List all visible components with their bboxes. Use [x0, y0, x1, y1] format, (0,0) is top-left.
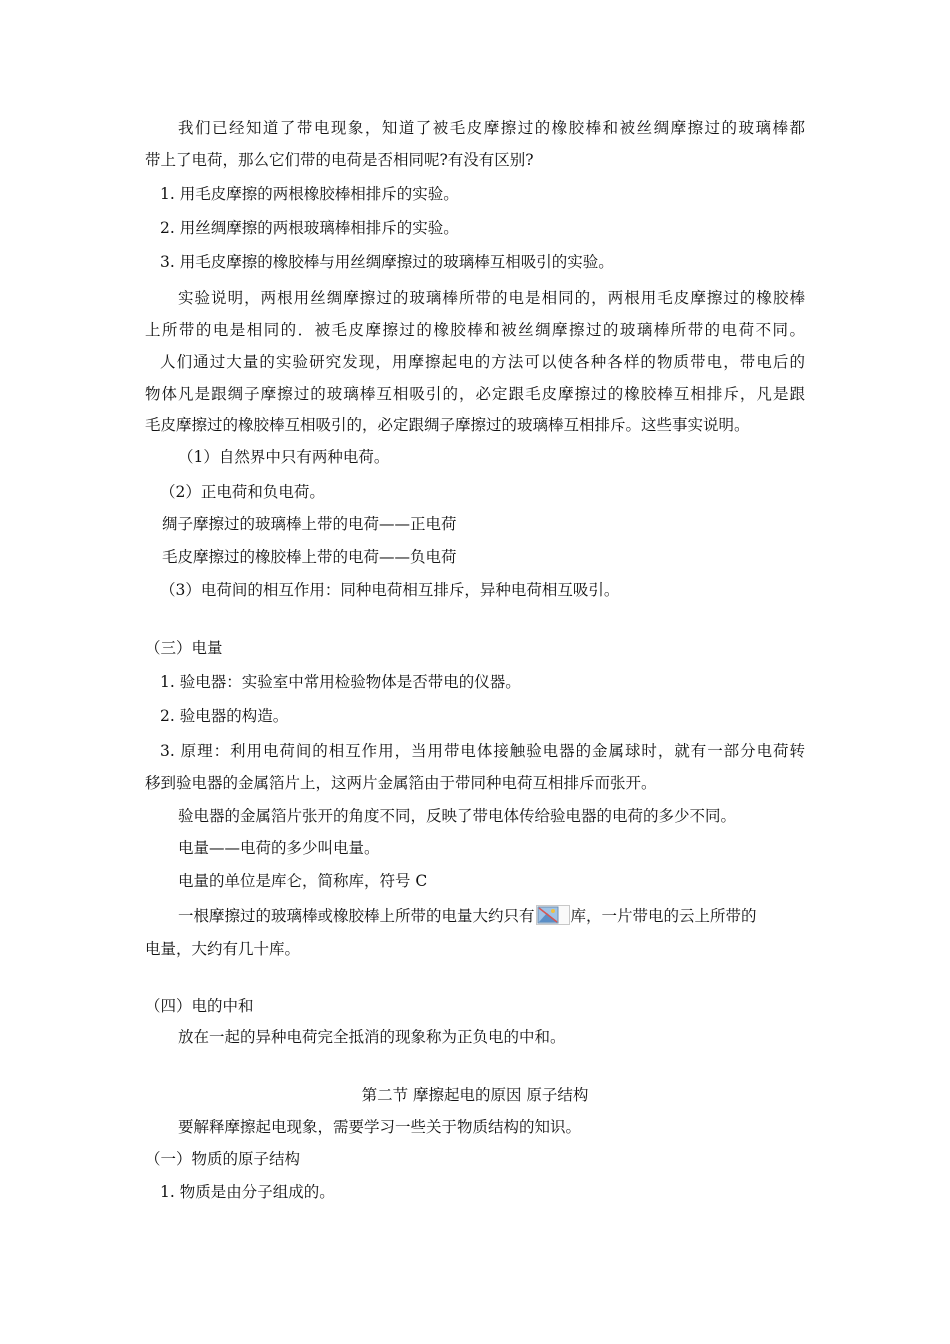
charge-amount-line-1 [178, 905, 757, 926]
paragraph-intro-line-1: 我们已经知道了带电现象，知道了被毛皮摩擦过的橡胶棒和被丝绸摩擦过的玻璃棒都 [178, 119, 805, 137]
experiment-item-1: 1. 用毛皮摩擦的两根橡胶棒相排斥的实验。 [160, 185, 459, 203]
chapter-heading: 第二节 摩擦起电的原因 原子结构 [361, 1086, 589, 1104]
section-heading-charge-quantity: （三）电量 [145, 639, 223, 657]
electroscope-item-2: 2. 验电器的构造。 [160, 707, 289, 725]
electroscope-item-3-line-2: 移到验电器的金属箔片上，这两片金属箔由于带同种电荷互相排斥而张开。 [145, 774, 657, 792]
charge-quantity-definition: 电量——电荷的多少叫电量。 [178, 839, 380, 857]
formula-image-icon [536, 905, 570, 925]
fact-3: （3）电荷间的相互作用：同种电荷相互排斥，异种电荷相互吸引。 [160, 581, 620, 599]
section-heading-atomic-structure: （一）物质的原子结构 [145, 1150, 301, 1168]
fact-1: （1）自然界中只有两种电荷。 [178, 448, 390, 466]
electroscope-item-1: 1. 验电器：实验室中常用检验物体是否带电的仪器。 [160, 673, 521, 691]
positive-charge-line: 绸子摩擦过的玻璃棒上带的电荷——正电荷 [162, 515, 457, 533]
experiment-item-3: 3. 用毛皮摩擦的橡胶棒与用丝绸摩擦过的玻璃棒互相吸引的实验。 [160, 253, 614, 271]
structure-intro: 要解释摩擦起电现象，需要学习一些关于物质结构的知识。 [178, 1118, 582, 1136]
electroscope-item-3-line-1: 3. 原理：利用电荷间的相互作用，当用带电体接触验电器的金属球时，就有一部分电荷转 [160, 742, 805, 760]
fact-2: （2）正电荷和负电荷。 [160, 483, 325, 501]
atomic-item-1: 1. 物质是由分子组成的。 [160, 1183, 335, 1201]
section-heading-neutralization: （四）电的中和 [145, 997, 254, 1015]
paragraph-intro-line-2: 带上了电荷，那么它们带的电荷是否相同呢?有没有区别? [145, 151, 534, 169]
negative-charge-line: 毛皮摩擦过的橡胶棒上带的电荷——负电荷 [162, 548, 457, 566]
research-line-2: 物体凡是跟绸子摩擦过的玻璃棒互相吸引的，必定跟毛皮摩擦过的橡胶棒互相排斥，凡是跟 [145, 385, 805, 403]
experiment-item-2: 2. 用丝绸摩擦的两根玻璃棒相排斥的实验。 [160, 219, 459, 237]
research-line-1: 人们通过大量的实验研究发现，用摩擦起电的方法可以使各种各样的物质带电，带电后的 [160, 353, 805, 371]
neutralization-definition: 放在一起的异种电荷完全抵消的现象称为正负电的中和。 [178, 1028, 566, 1046]
charge-amount-line-2: 电量，大约有几十库。 [145, 940, 301, 958]
charge-unit-line: 电量的单位是库仑，简称库，符号 C [178, 872, 428, 890]
research-line-3: 毛皮摩擦过的橡胶棒互相吸引的，必定跟绸子摩擦过的玻璃棒互相排斥。这些事实说明。 [145, 416, 750, 434]
explanation-line-1: 实验说明，两根用丝绸摩擦过的玻璃棒所带的电是相同的，两根用毛皮摩擦过的橡胶棒 [178, 289, 805, 307]
explanation-line-2: 上所带的电是相同的．被毛皮摩擦过的橡胶棒和被丝绸摩擦过的玻璃棒所带的电荷不同。 [145, 321, 805, 339]
foil-angle-line: 验电器的金属箔片张开的角度不同，反映了带电体传给验电器的电荷的多少不同。 [178, 807, 737, 825]
charge-amount-text-a: 一根摩擦过的玻璃棒或橡胶棒上所带的电量大约只有 [178, 907, 535, 925]
charge-amount-text-b: 库，一片带电的云上所带的 [570, 907, 757, 925]
